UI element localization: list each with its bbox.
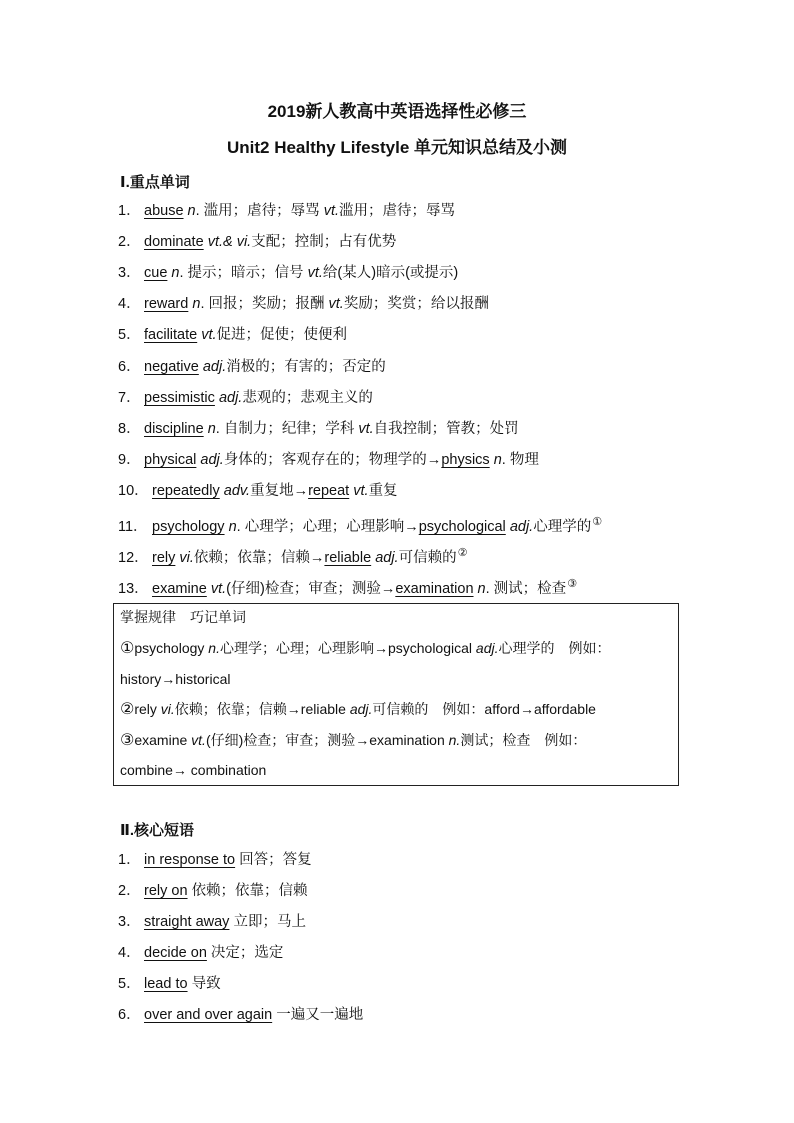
vocab-item	[118, 481, 398, 501]
part-of-speech: adj.	[218, 390, 243, 406]
item-number: 7．	[118, 390, 141, 406]
item-number: 6．	[118, 1007, 141, 1023]
definition: 奖励；奖赏；给以报酬	[343, 296, 489, 312]
item-number: 6．	[118, 359, 141, 375]
vocab-word: physical	[144, 452, 197, 468]
footnote-marker: ③	[567, 578, 578, 590]
part-of-speech: n	[477, 580, 486, 597]
phrase-item	[118, 881, 308, 901]
definition: . 物理	[501, 452, 539, 468]
item-number: 5．	[118, 976, 141, 992]
item-number: 11．	[118, 518, 148, 535]
definition: 可信赖的	[398, 549, 457, 566]
vocab-item	[118, 543, 467, 568]
document-title: 2019新人教高中英语选择性必修三	[267, 102, 527, 121]
phrase: rely on	[144, 883, 188, 899]
box-line	[120, 669, 230, 689]
part-of-speech: n	[493, 452, 502, 468]
part-of-speech: adj.	[202, 359, 227, 375]
definition: 滥用；虐待；辱骂	[339, 203, 456, 219]
part-of-speech: vt.	[201, 327, 217, 343]
vocab-item	[118, 294, 489, 314]
vocab-item	[118, 574, 577, 599]
box-text: psychology	[134, 640, 209, 656]
definition: . 滥用；虐待；辱骂	[195, 203, 320, 219]
vocab-item	[118, 325, 347, 345]
vocab-word: dominate	[144, 234, 204, 250]
box-line	[120, 760, 266, 780]
footnote-marker: ②	[457, 547, 468, 559]
vocab-item	[118, 232, 396, 252]
vocab-item	[118, 450, 539, 470]
document-subtitle: Unit2 Healthy Lifestyle 单元知识总结及小测	[226, 138, 568, 157]
box-text: 可信赖的 例如：afford→affordable	[372, 701, 596, 717]
vocab-word: pessimistic	[144, 390, 215, 406]
item-number: 3．	[118, 914, 141, 930]
item-number: 12．	[118, 549, 149, 566]
part-of-speech: vt.	[323, 203, 340, 219]
memory-tips-box	[113, 603, 679, 786]
circle-number: ①	[120, 640, 135, 657]
part-of-speech: adj.	[475, 640, 499, 656]
item-number: 5．	[118, 327, 141, 343]
part-of-speech: adv.	[223, 483, 251, 499]
box-heading: 掌握规律 巧记单词	[120, 609, 246, 625]
vocab-item	[118, 201, 455, 221]
vocab-word: psychology	[152, 518, 225, 535]
vocab-word: repeatedly	[152, 483, 220, 499]
definition: 决定；选定	[210, 945, 284, 961]
phrase-item	[118, 943, 283, 963]
part-of-speech: vi.	[179, 549, 194, 566]
definition: 促进；促使；使便利	[216, 327, 348, 343]
part-of-speech: vt.	[210, 580, 227, 597]
box-text: history→historical	[120, 671, 231, 687]
part-of-speech: vt.& vi.	[207, 234, 252, 250]
definition: 一遍又一遍地	[276, 1007, 364, 1023]
vocab-item	[118, 419, 519, 439]
vocab-item	[118, 388, 373, 408]
phrase-item	[118, 974, 221, 994]
definition: 支配；控制；占有优势	[251, 234, 397, 250]
item-number: 10．	[118, 483, 149, 499]
vocab-word: examine	[152, 580, 207, 597]
definition: 重复地→	[250, 483, 309, 499]
part-of-speech: vi.	[160, 701, 175, 717]
phrase: over and over again	[144, 1007, 273, 1023]
definition: . 心理学；心理；心理影响→	[236, 518, 419, 535]
vocab-word: reward	[144, 296, 189, 312]
phrase: straight away	[144, 914, 230, 930]
vocab-item	[118, 263, 458, 283]
phrase-item	[118, 1005, 363, 1025]
part-of-speech: vt.	[307, 265, 323, 281]
part-of-speech: n	[207, 421, 216, 437]
box-text: 心理学；心理；心理影响→psychological	[219, 640, 476, 656]
phrase: in response to	[144, 852, 236, 868]
definition: 身体的；客观存在的；物理学的→	[223, 452, 442, 468]
box-text: 测试；检查 例如：	[460, 732, 587, 748]
definition: . 测试；检查	[485, 580, 567, 597]
definition: 回答；答复	[239, 852, 312, 868]
definition: 悲观的；悲观主义的	[242, 390, 373, 406]
definition: 立即；马上	[233, 914, 306, 930]
part-of-speech: adj.	[509, 518, 534, 535]
definition: 消极的；有害的；否定的	[226, 359, 386, 375]
definition: 导致	[191, 976, 221, 992]
part-of-speech: vt.	[353, 483, 369, 499]
item-number: 13．	[118, 580, 149, 597]
box-text: rely	[134, 701, 161, 717]
part-of-speech: adj.	[375, 549, 399, 566]
item-number: 9．	[118, 452, 141, 468]
box-text: examine	[134, 732, 192, 748]
box-line	[120, 730, 586, 751]
definition: . 提示；暗示；信号	[179, 265, 304, 281]
part-of-speech: vt.	[358, 421, 374, 437]
box-text: combine→ combination	[120, 762, 267, 778]
section-heading-core-phrases: Ⅱ.核心短语	[120, 822, 195, 839]
vocab-word: negative	[144, 359, 199, 375]
definition: . 回报；奖励；报酬	[200, 296, 325, 312]
vocab-word: discipline	[144, 421, 204, 437]
derived-word: repeat	[308, 483, 350, 499]
part-of-speech: n.	[448, 732, 461, 748]
definition: (仔细)检查；审查；测验→	[226, 580, 396, 597]
derived-word: examination	[395, 580, 474, 597]
part-of-speech: n.	[208, 640, 220, 656]
phrase: decide on	[144, 945, 207, 961]
part-of-speech: vt.	[328, 296, 344, 312]
definition: 给(某人)暗示(或提示)	[322, 265, 459, 281]
definition: 自我控制；管教；处罚	[373, 421, 519, 437]
phrase-item	[118, 912, 306, 932]
definition: 心理学的	[533, 518, 592, 535]
derived-word: psychological	[418, 518, 506, 535]
part-of-speech: adj.	[200, 452, 224, 468]
footnote-marker: ①	[592, 516, 603, 528]
item-number: 3．	[118, 265, 141, 281]
item-number: 2．	[118, 883, 141, 899]
definition: 依赖；依靠；信赖	[191, 883, 308, 899]
box-line	[120, 638, 610, 659]
box-line	[120, 699, 596, 720]
definition: 重复	[368, 483, 398, 499]
part-of-speech: n	[171, 265, 180, 281]
item-number: 1．	[118, 852, 141, 868]
phrase-item	[118, 850, 312, 870]
item-number: 2．	[118, 234, 141, 250]
box-text: (仔细)检查；审查；测验→examination	[205, 732, 449, 748]
vocab-word: abuse	[144, 203, 184, 219]
circle-number: ③	[120, 732, 135, 749]
derived-word: reliable	[324, 549, 372, 566]
part-of-speech: n	[187, 203, 196, 219]
vocab-word: cue	[144, 265, 168, 281]
item-number: 8．	[118, 421, 141, 437]
item-number: 4．	[118, 945, 141, 961]
part-of-speech: n	[228, 518, 237, 535]
phrase: lead to	[144, 976, 188, 992]
part-of-speech: adj.	[349, 701, 373, 717]
box-text: 心理学的 例如：	[498, 640, 611, 656]
vocab-word: facilitate	[144, 327, 198, 343]
item-number: 4．	[118, 296, 141, 312]
definition: . 自制力；纪律；学科	[215, 421, 355, 437]
vocab-item	[118, 357, 386, 377]
section-heading-key-words: Ⅰ.重点单词	[120, 174, 190, 191]
circle-number: ②	[120, 701, 135, 718]
vocab-word: rely	[152, 549, 176, 566]
part-of-speech: n	[192, 296, 201, 312]
definition: 依赖；依靠；信赖→	[193, 549, 325, 566]
part-of-speech: vt.	[191, 732, 206, 748]
derived-word: physics	[441, 452, 490, 468]
vocab-item	[118, 512, 602, 537]
item-number: 1．	[118, 203, 141, 219]
box-text: 依赖；依靠；信赖→reliable	[174, 701, 350, 717]
